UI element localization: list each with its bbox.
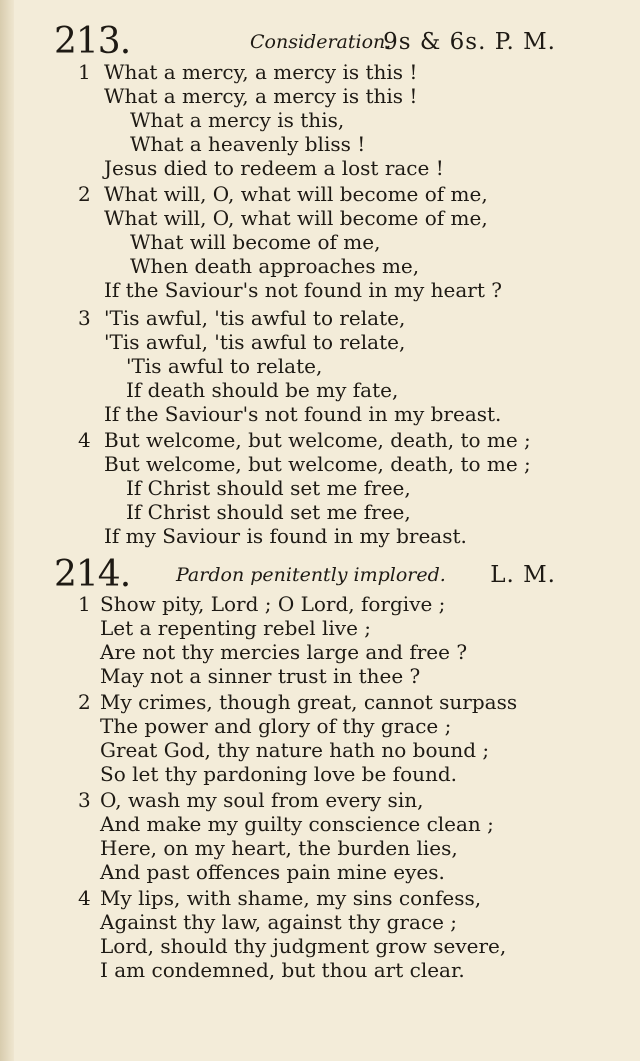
verse-line: 'Tis awful, 'tis awful to relate, — [104, 330, 406, 354]
stanza-number: 1 — [78, 60, 91, 84]
hymn-number: 213. — [54, 21, 131, 62]
verse-line: Lord, should thy judgment grow severe, — [100, 934, 507, 958]
verse-line: What will, O, what will become of me, — [104, 182, 488, 206]
hymn-meter: L. M. — [490, 562, 556, 588]
verse-line: My lips, with shame, my sins confess, — [100, 886, 482, 910]
verse-line: The power and glory of thy grace ; — [100, 714, 452, 738]
stanza-number: 1 — [78, 592, 91, 616]
verse-line: Against thy law, against thy grace ; — [100, 910, 458, 934]
hymn-meter: 9s & 6s. P. M. — [383, 29, 556, 55]
verse-line: But welcome, but welcome, death, to me ; — [104, 428, 531, 452]
verse-line: 'Tis awful to relate, — [126, 354, 323, 378]
verse-line: What a heavenly bliss ! — [130, 132, 366, 156]
verse-line: But welcome, but welcome, death, to me ; — [104, 452, 531, 476]
verse-line: Jesus died to redeem a lost race ! — [104, 156, 444, 180]
hymn-214-header — [0, 555, 640, 595]
hymn-213-header — [0, 22, 640, 62]
hymn-title: Consideration. — [250, 31, 392, 53]
page-edge-shadow — [0, 0, 14, 1061]
verse-line: What will, O, what will become of me, — [104, 206, 488, 230]
verse-line: If Christ should set me free, — [126, 476, 411, 500]
verse-line: Let a repenting rebel live ; — [100, 616, 371, 640]
verse-line: Show pity, Lord ; O Lord, forgive ; — [100, 592, 446, 616]
verse-line: Here, on my heart, the burden lies, — [100, 836, 458, 860]
verse-line: If the Saviour's not found in my breast. — [104, 402, 502, 426]
verse-line: If Christ should set me free, — [126, 500, 411, 524]
verse-line: What a mercy is this, — [130, 108, 345, 132]
verse-line: If death should be my fate, — [126, 378, 399, 402]
verse-line: When death approaches me, — [130, 254, 420, 278]
verse-line: If the Saviour's not found in my heart ? — [104, 278, 502, 302]
verse-line: What will become of me, — [130, 230, 381, 254]
verse-line: My crimes, though great, cannot surpass — [100, 690, 518, 714]
verse-line: So let thy pardoning love be found. — [100, 762, 458, 786]
stanza-number: 4 — [78, 886, 91, 910]
stanza-number: 2 — [78, 690, 91, 714]
verse-line: And past offences pain mine eyes. — [100, 860, 445, 884]
stanza-number: 4 — [78, 428, 91, 452]
verse-line: O, wash my soul from every sin, — [100, 788, 424, 812]
stanza-number: 2 — [78, 182, 91, 206]
verse-line: Great God, thy nature hath no bound ; — [100, 738, 490, 762]
hymn-title: Pardon penitently implored. — [176, 564, 446, 586]
verse-line: Are not thy mercies large and free ? — [100, 640, 468, 664]
stanza-number: 3 — [78, 306, 91, 330]
verse-line: May not a sinner trust in thee ? — [100, 664, 421, 688]
verse-line: 'Tis awful, 'tis awful to relate, — [104, 306, 406, 330]
verse-line: If my Saviour is found in my breast. — [104, 524, 467, 548]
verse-line: What a mercy, a mercy is this ! — [104, 60, 418, 84]
verse-line: What a mercy, a mercy is this ! — [104, 84, 418, 108]
stanza-number: 3 — [78, 788, 91, 812]
verse-line: And make my guilty conscience clean ; — [100, 812, 494, 836]
hymn-number: 214. — [54, 554, 131, 595]
verse-line: I am condemned, but thou art clear. — [100, 958, 465, 982]
